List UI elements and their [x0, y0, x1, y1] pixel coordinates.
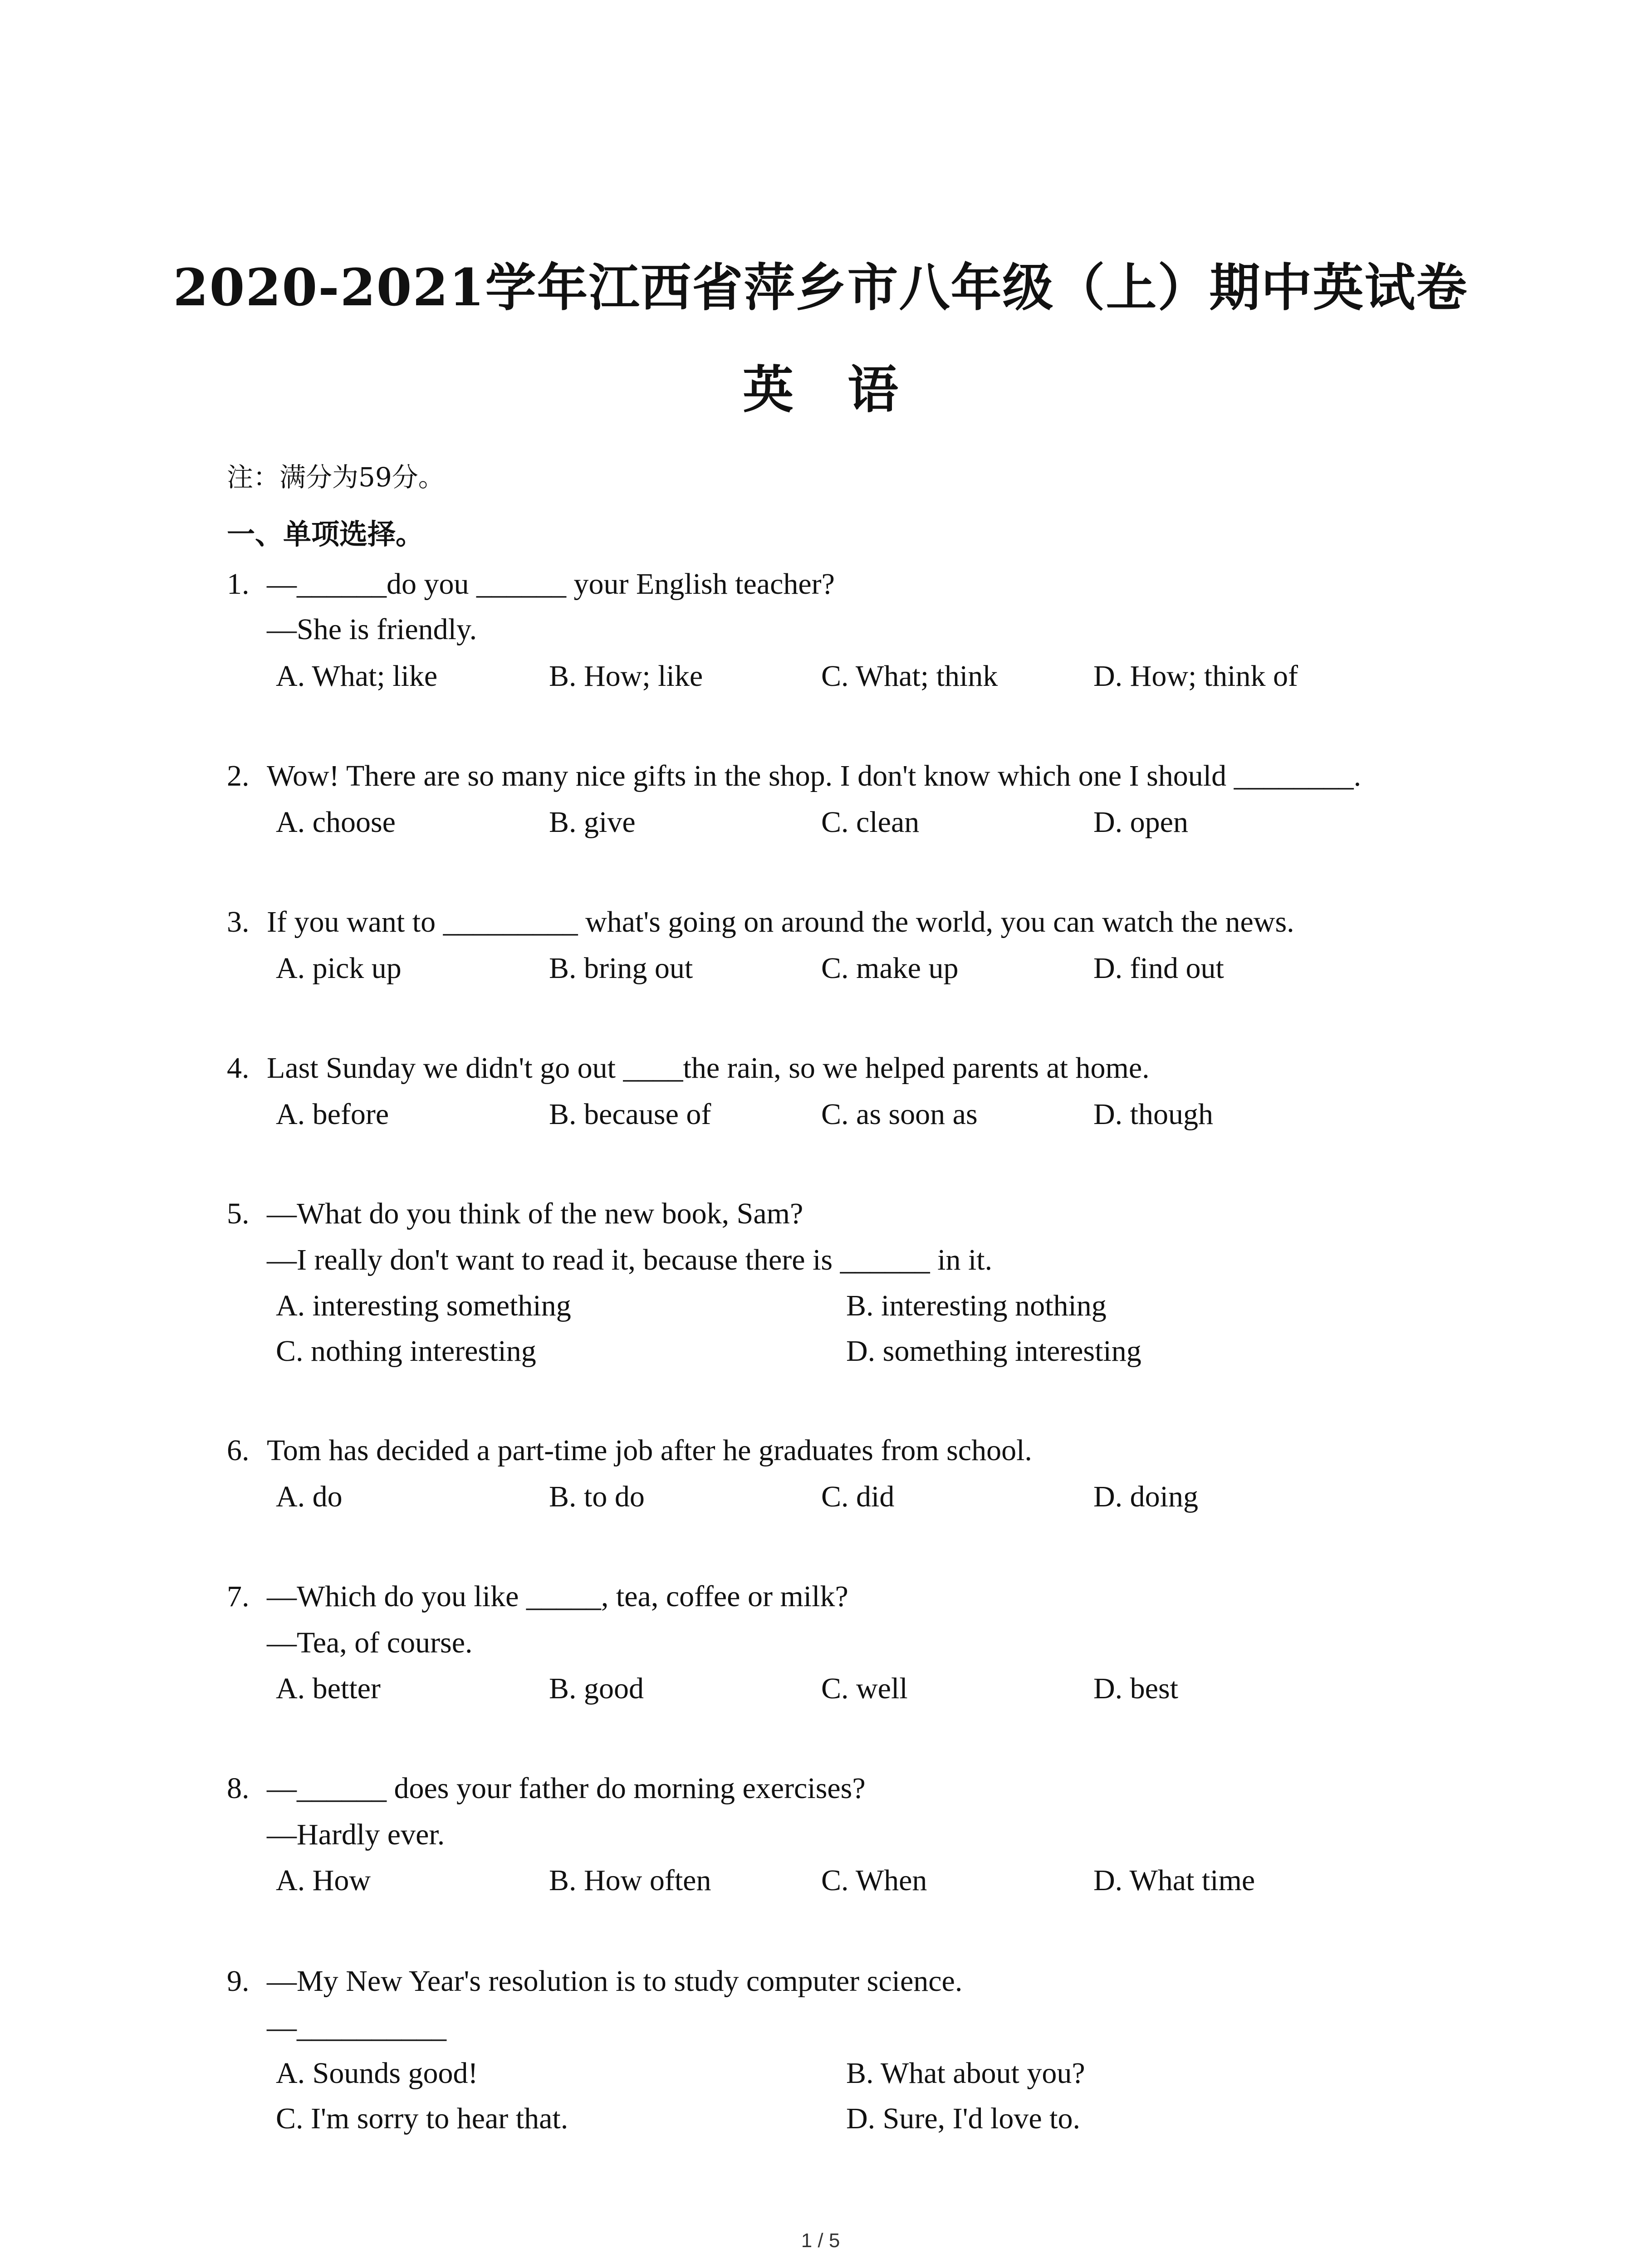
page-number: 1 / 5 — [801, 2229, 840, 2252]
option-d: D. though — [1093, 1098, 1213, 1131]
question-4 — [0, 1051, 1641, 1131]
question-stem-reply: —I really don't want to read it, because there is ______ in it. — [267, 1243, 993, 1276]
option-c: C. did — [821, 1480, 895, 1513]
question-number: 7. — [227, 1580, 250, 1613]
option-d: D. find out — [1093, 952, 1224, 985]
option-b: B. bring out — [549, 952, 693, 985]
question-9 — [0, 1965, 1641, 2135]
score-note: 注：满分为59分。 — [227, 462, 445, 493]
option-b: B. How; like — [549, 660, 703, 693]
option-b: B. because of — [549, 1098, 711, 1131]
option-d: D. Sure, I'd love to. — [846, 2102, 1080, 2135]
option-c: C. clean — [821, 806, 920, 839]
option-a: A. do — [276, 1480, 343, 1513]
question-2 — [0, 759, 1641, 839]
option-c: C. well — [821, 1672, 908, 1705]
option-b: B. good — [549, 1672, 644, 1705]
option-c: C. nothing interesting — [276, 1334, 536, 1368]
option-d: D. best — [1093, 1672, 1178, 1705]
question-number: 4. — [227, 1051, 250, 1085]
option-d: D. What time — [1093, 1864, 1255, 1897]
option-a: A. choose — [276, 806, 396, 839]
option-d: D. How; think of — [1093, 660, 1298, 693]
option-a: A. better — [276, 1672, 381, 1705]
option-a: A. How — [276, 1864, 371, 1897]
section-title: 一、单项选择。 — [227, 518, 424, 551]
option-b: B. give — [549, 806, 636, 839]
option-c: C. When — [821, 1864, 927, 1897]
question-stem: —What do you think of the new book, Sam? — [267, 1197, 803, 1230]
option-b: B. interesting nothing — [846, 1289, 1107, 1322]
option-b: B. What about you? — [846, 2057, 1085, 2090]
option-d: D. open — [1093, 806, 1188, 839]
question-number: 1. — [227, 567, 250, 601]
option-a: A. before — [276, 1098, 389, 1131]
option-c: C. as soon as — [821, 1098, 978, 1131]
question-number: 8. — [227, 1772, 250, 1805]
option-d: D. doing — [1093, 1480, 1198, 1513]
question-stem: Last Sunday we didn't go out ____the rain, so we helped parents at home. — [267, 1051, 1150, 1085]
option-a: A. interesting something — [276, 1289, 571, 1322]
question-stem: Wow! There are so many nice gifts in the shop. I don't know which one I should ________. — [267, 759, 1362, 792]
exam-title: 2020-2021学年江西省萍乡市八年级（上）期中英试卷 — [173, 258, 1468, 318]
question-stem: —My New Year's resolution is to study computer science. — [267, 1965, 963, 1998]
question-stem-reply: —__________ — [267, 2011, 446, 2044]
question-stem: —______ does your father do morning exercises? — [267, 1772, 866, 1805]
option-a: A. Sounds good! — [276, 2057, 478, 2090]
option-c: C. I'm sorry to hear that. — [276, 2102, 568, 2135]
question-stem-reply: —She is friendly. — [267, 613, 477, 646]
question-1 — [0, 567, 1641, 693]
option-c: C. What; think — [821, 660, 998, 693]
question-number: 6. — [227, 1434, 250, 1467]
question-number: 5. — [227, 1197, 250, 1230]
question-number: 2. — [227, 759, 250, 792]
option-a: A. pick up — [276, 952, 402, 985]
question-stem: If you want to _________ what's going on around the world, you can watch the news. — [267, 905, 1294, 938]
option-c: C. make up — [821, 952, 959, 985]
question-stem-reply: —Hardly ever. — [267, 1818, 445, 1851]
question-stem: —Which do you like _____, tea, coffee or milk? — [267, 1580, 848, 1613]
exam-subject: 英 语 — [743, 360, 898, 420]
question-stem: Tom has decided a part-time job after he graduates from school. — [267, 1434, 1032, 1467]
option-a: A. What; like — [276, 660, 438, 693]
question-stem: —______do you ______ your English teacher? — [267, 567, 835, 601]
question-3 — [0, 905, 1641, 985]
option-b: B. How often — [549, 1864, 711, 1897]
option-d: D. something interesting — [846, 1334, 1141, 1368]
option-b: B. to do — [549, 1480, 645, 1513]
question-number: 9. — [227, 1965, 250, 1998]
question-number: 3. — [227, 905, 250, 938]
question-stem-reply: —Tea, of course. — [267, 1626, 473, 1659]
